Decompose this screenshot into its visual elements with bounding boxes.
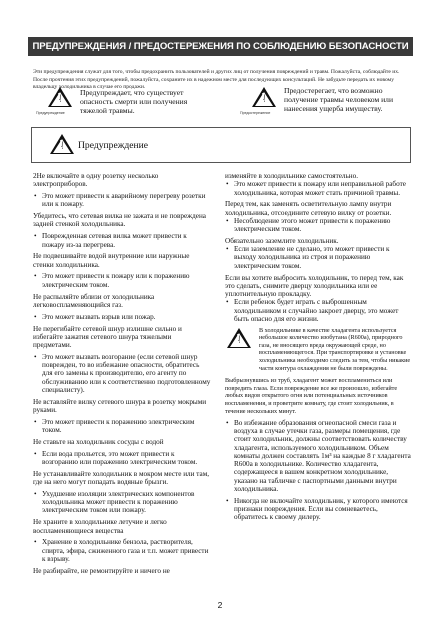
paragraph: Не ставьте на холодильник сосуды с водой: [33, 437, 164, 446]
paragraph: Не храните в холодильнике летучие и легко воспламеняющиеся вещества: [33, 518, 167, 535]
paragraph: Обязательно заземлите холодильник.: [225, 236, 339, 245]
paragraph: Не распыляйте вблизи от холодильника легковоспламеняющийся газ.: [33, 292, 155, 309]
bullet-item: • Поврежденная сетевая вилка может привести к пожару из-за перегрева.: [33, 232, 211, 249]
right-column: [225, 172, 411, 525]
paragraph: Если вы хотите выбросить холодильник, то перед тем, как это сделать, снимите дверцу холодильника или ее уплотнительную прокладку.: [225, 273, 404, 299]
refrigerant-text: В холодильнике в качестве хладагента используется небольшое количество изобутана (R600a), природного газа, не вносящего вреда окружающей среде, но воспламеняющегося. При транспортировке и установке холодильника необходимо следить за тем, чтобы никакие части контура охлаждения не были повреждены.: [259, 326, 411, 372]
paragraph: Не вставляйте вилку сетевого шнура в розетку мокрыми руками.: [33, 397, 207, 414]
bullet-item: • Если заземление не сделано, это может привести к выходу холодильника из строя и поражению электрическим током.: [225, 245, 411, 270]
left-column: [33, 172, 211, 579]
page-title: ПРЕДУПРЕЖДЕНИЯ / ПРЕДОСТЕРЕЖЕНИЯ ПО СОБЛЮДЕНИЮ БЕЗОПАСНОСТИ: [28, 37, 413, 56]
caution-symbol: [240, 87, 276, 115]
page-number: 2: [217, 600, 223, 610]
caution-caption: Предостережение: [240, 111, 271, 115]
paragraph: Не разбирайте, не ремонтируйте и ничего не: [33, 566, 170, 575]
bullet-item: • Если ребенок будет играть с выброшенным холодильником и случайно закроет дверцу, это может быть опасно для его жизни.: [225, 298, 411, 323]
bullet-item: • Хранение в холодильнике бензола, растворителя, спирта, эфира, сжиженного газа и т.п. может привести к взрыву.: [33, 538, 211, 563]
caution-icon: ! !: [227, 328, 251, 348]
intro-text: Эти предупреждения служат для того, чтобы предохранить пользователей и других лиц от получения повреждений и травм. Пожалуйста, соблюдайте их. После прочтения этих предупреждений, пожалуйста, сохраните их в надежном месте для последующих консультаций. Не забудьте передать их новому владельцу холодильника в случае его продажи.: [33, 69, 400, 91]
warning-icon: ! !: [50, 134, 74, 154]
warning-caption: Предупреждение: [36, 111, 65, 115]
paragraph: изменяйте в холодильнике самостоятельно.: [225, 172, 359, 180]
paragraph: Убедитесь, что сетевая вилка не зажата и не повреждена задней стенкой холодильника.: [33, 212, 207, 229]
section-label: Предупреждение: [78, 140, 149, 151]
paragraph: Не устанавливайте холодильник в мокром месте или там, где на него могут попадать водяные брызги.: [33, 469, 210, 487]
bullet-item: • Никогда не включайте холодильник, у которого имеются признаки повреждения. Если вы сомневаетесь, обратитесь к своему дилеру.: [225, 497, 411, 522]
refrigerant-notice: [225, 327, 411, 373]
bullet-item: • Несоблюдение этого может привести к поражению электрическим током.: [225, 217, 411, 234]
bullet-item: • Это может привести к поражению электрическим током.: [33, 418, 211, 435]
bullet-item: • Если вода прольется, это может привести к возгоранию или поражению электрическим током.: [33, 450, 211, 467]
warning-definition: Предупреждает, что существует опасность смерти или получения тяжелой травмы.: [80, 88, 188, 115]
paragraph: Выбрызнувшись из труб, хладагент может воспламениться или повредить глаза. Если повреждение все же произошло, избегайте любых видов открытого огня или потенциальных источников воспламенения, и проветрите комнату, где стоит холодильник, в течение нескольких минут.: [225, 377, 398, 415]
caution-icon: ! !: [252, 87, 276, 107]
bullet-item: • Это может вызвать взрыв или пожар.: [33, 313, 211, 321]
bullet-item: • Это может вызвать возгорание (если сетевой шнур поврежден, то во избежание опасности, обратитесь для его замены к производителю, его агенту по обслуживанию или к соответственно подготовленному специалисту).: [33, 353, 211, 394]
paragraph: Не подвешивайте водой внутренние или наружные стенки холодильника.: [33, 252, 190, 269]
paragraph: 2Не включайте в одну розетку несколько электроприборов.: [33, 172, 159, 189]
warning-icon: ! !: [48, 87, 72, 107]
paragraph: Перед тем, как заменять осветительную лампу внутри холодильника, отсоедините сетевую вилку от розетки.: [225, 200, 392, 217]
paragraph: Не перегибайте сетевой шнур излишне сильно и избегайте зажатия сетевого шнура тяжелыми предметами.: [33, 324, 182, 349]
bullet-item: • Это может привести к пожару или к поражению электрическим током.: [33, 272, 211, 289]
section-header: [31, 127, 411, 163]
bullet-item: • Это может привести к аварийному перегреву розетки или к пожару.: [33, 192, 211, 209]
caution-definition: Предостерегает, что возможно получение травмы человеком или нанесения ущерба имуществу.: [284, 86, 394, 113]
warning-symbol: [36, 87, 72, 115]
bullet-item: • Это может привести к пожару или неправильной работе холодильника, которая может стать причиной травмы.: [225, 180, 411, 197]
bullet-item: • Ухудшение изоляции электрических компонентов холодильника может привести к поражению электрическим током или пожару.: [33, 490, 211, 515]
bullet-item: • Во избежание образования огнеопасной смеси газа и воздуха в случае утечки газа, размеры помещения, где стоит холодильник, должны соответствовать количеству хладагента, используемого холодильником. Объем комнаты должен составлять 1м³ на каждые 8 г хладагента R600a в холодильнике. Количество хладагента, содержащееся в вашем конкретном холодильнике, указано на табличке с паспортными данными внутри холодильника.: [225, 419, 411, 493]
